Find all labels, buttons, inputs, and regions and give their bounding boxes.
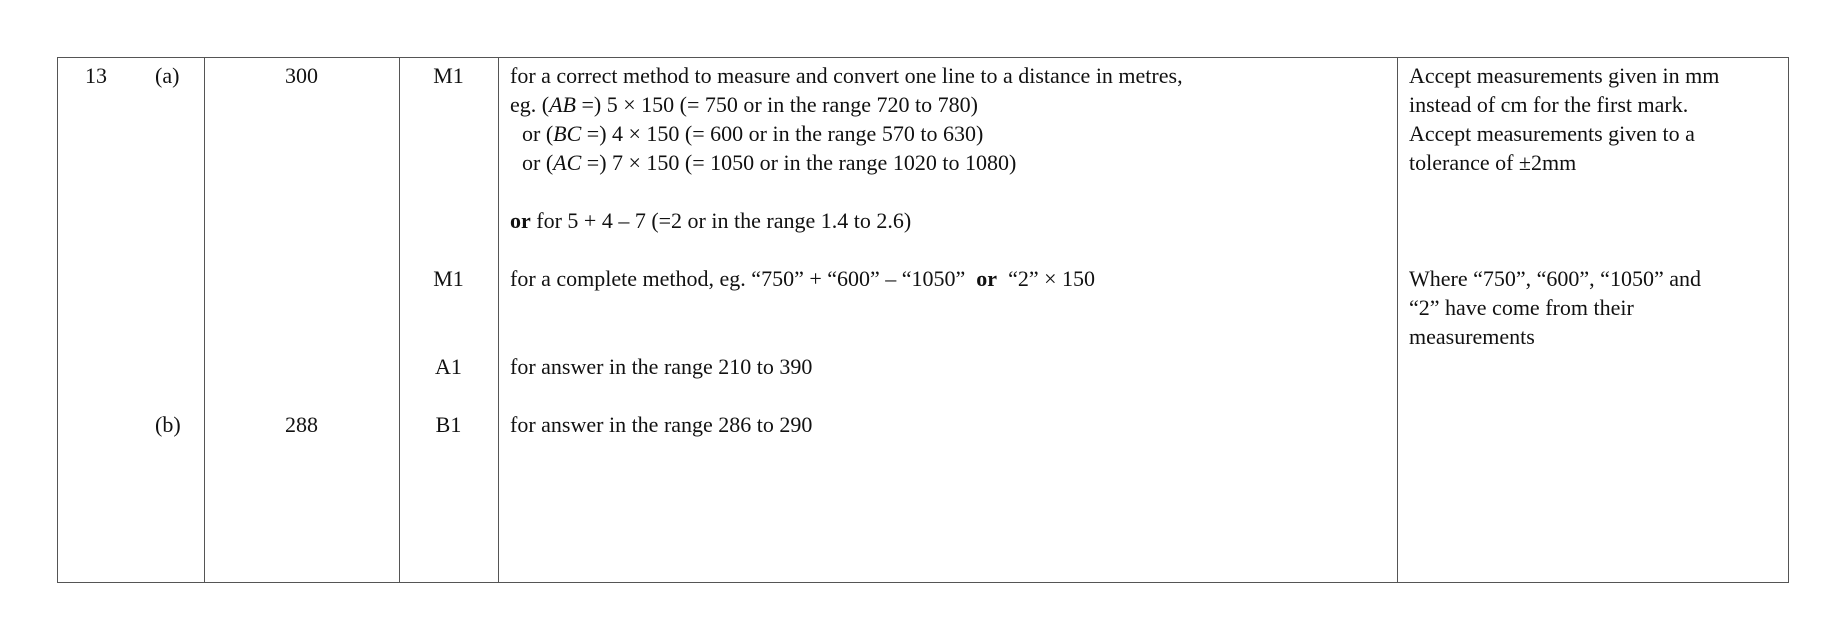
mark-guidance-line: eg. (AB =) 5 × 150 (= 750 or in the range 720 to 780) [510,92,978,117]
answer-value: 300 [285,63,318,88]
notes-line: Accept measurements given to a [1409,121,1695,146]
mark-code: M1 [433,63,464,88]
column-divider [498,58,499,582]
mark-guidance-line: for answer in the range 286 to 290 [510,412,813,437]
notes-line: Where “750”, “600”, “1050” and [1409,266,1701,291]
column-divider [399,58,400,582]
mark-code: A1 [435,354,462,379]
column-divider [1397,58,1398,582]
notes-line: Accept measurements given in mm [1409,63,1720,88]
mark-guidance-text: for a complete method, eg. “750” + “600” – “1050” [510,266,977,291]
notes-line: measurements [1409,324,1535,349]
part-label: (a) [155,63,180,88]
mark-code: B1 [435,412,462,437]
notes-line: “2” have come from their [1409,295,1634,320]
mark-code: M1 [433,266,464,291]
alternative-method-line [510,206,911,235]
question-number: 13 [85,63,107,88]
mark-scheme-table [57,57,1789,583]
mark-guidance-line: for answer in the range 210 to 390 [510,354,813,379]
alternative-method-text: for 5 + 4 – 7 (=2 or in the range 1.4 to 2.6) [530,208,912,233]
answer-value: 288 [285,412,318,437]
notes-line: tolerance of ±2mm [1409,150,1577,175]
mark-guidance-line: or (AC =) 7 × 150 (= 1050 or in the range 1020 to 1080) [522,150,1017,175]
column-divider [204,58,205,582]
mark-guidance-line: for a correct method to measure and convert one line to a distance in metres, [510,63,1183,88]
mark-guidance-line: or (BC =) 4 × 150 (= 600 or in the range 570 to 630) [522,121,984,146]
or-keyword: or [510,208,531,233]
mark-guidance-line [510,264,1095,293]
or-keyword: or [976,266,998,291]
part-label: (b) [155,412,181,437]
mark-guidance-text: “2” × 150 [997,266,1095,291]
notes-line: instead of cm for the first mark. [1409,92,1689,117]
